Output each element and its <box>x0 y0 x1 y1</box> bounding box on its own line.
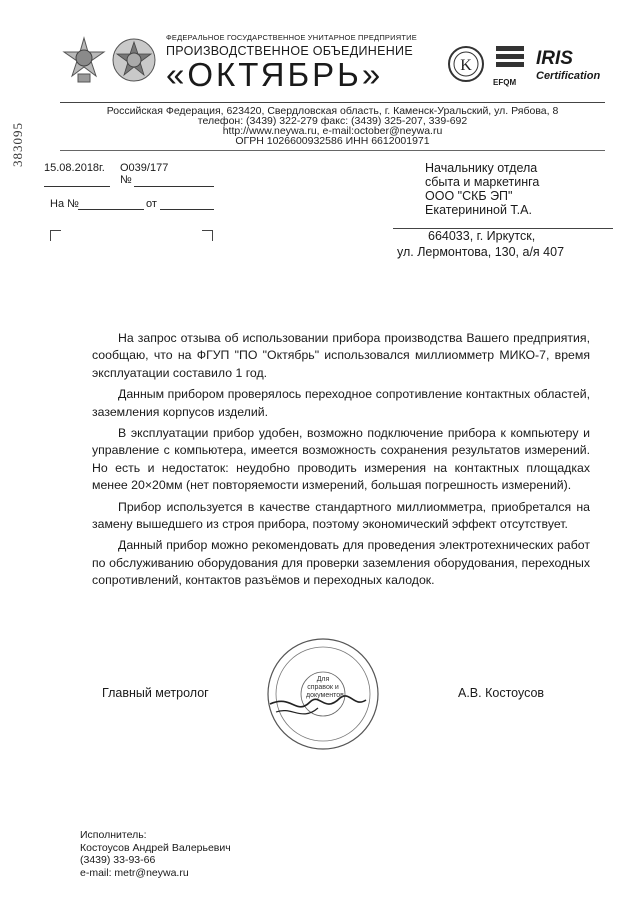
order-medal-icon <box>60 36 108 84</box>
number-underline <box>134 174 214 187</box>
executor-label: Исполнитель: <box>80 829 147 841</box>
iris-sub-label: Certification <box>536 70 601 82</box>
serial-number: 383095 <box>10 122 25 167</box>
letter-number: О039/177 <box>120 162 169 174</box>
iris-label: IRIS <box>536 48 573 69</box>
executor-email: e-mail: metr@neywa.ru <box>80 866 189 879</box>
stamp-center-text: Для справок и документов <box>306 676 344 699</box>
signer-position: Главный метролог <box>102 686 209 700</box>
body-paragraph: В эксплуатации прибор удобен, возможно подключение прибора к компьютеру и управление с компьютера, имеется возможность сохранения результатов измерений. Но есть и недостаток: неудобно проводить измерения на контактных площадках менее 20×20мм (нет повторяемости измерений, большая погрешность измерений). <box>92 426 590 493</box>
org-kind: ПРОИЗВОДСТВЕННОЕ ОБЪЕДИНЕНИЕ <box>166 44 413 58</box>
body-paragraph: На запрос отзыва об использовании прибора производства Вашего предприятия, сообщаю, что на ФГУП "ПО "Октябрь" использовался миллиомметр МИКО-7, время эксплуатации составило 1 год. <box>92 331 590 380</box>
recipient-line: Екатерининой Т.А. <box>425 203 532 217</box>
address-line: http://www.neywa.ru, e-mail:october@neywa.ru <box>222 125 443 137</box>
efqm-label: EFQM <box>493 78 517 87</box>
soviet-order-icon <box>110 36 158 84</box>
org-type: ФЕДЕРАЛЬНОЕ ГОСУДАРСТВЕННОЕ УНИТАРНОЕ ПРЕДПРИЯТИЕ <box>166 33 417 42</box>
quality-mark-icon <box>446 44 486 88</box>
executor-name: Костоусов Андрей Валерьевич <box>80 841 231 854</box>
letter-body <box>92 330 590 594</box>
body-paragraph: Прибор используется в качестве стандартного миллиомметра, приобретался на замену вышедшего из строя прибора, поэтому экономический эффект отсутствует. <box>92 499 590 532</box>
company-address <box>60 106 605 146</box>
date-underline <box>44 174 110 187</box>
letter-date: 15.08.2018г. <box>44 162 105 174</box>
executor-phone: (3439) 33-93-66 <box>80 854 156 866</box>
recipient-block <box>425 161 539 217</box>
from-label: от <box>146 198 157 210</box>
address-line: телефон: (3439) 322-279 факс: (3439) 325-207, 339-692 <box>197 115 468 127</box>
recipient-line: сбыта и маркетинга <box>425 175 540 189</box>
address-line: ОГРН 1026600932586 ИНН 6612001971 <box>235 135 430 147</box>
corner-mark-right <box>202 230 213 241</box>
recipient-line: ООО "СКБ ЭП" <box>425 189 513 203</box>
recipient-address-line: ул. Лермонтова, 130, а/я 407 <box>397 245 565 259</box>
corner-mark-left <box>50 230 61 241</box>
reply-underline <box>78 197 144 210</box>
from-underline <box>160 197 214 210</box>
body-paragraph: Данный прибор можно рекомендовать для проведения электротехнических работ по обслуживанию оборудования для проверки заземления оборудования, переходных сопротивлений, контактов разъёмов и переходных калодок. <box>92 538 590 588</box>
svg-text:K: K <box>460 57 472 74</box>
executor-block <box>80 829 231 879</box>
reply-label: На № <box>50 198 79 210</box>
recipient-address-line: 664033, г. Иркутск, <box>428 229 536 243</box>
signer-name: А.В. Костоусов <box>458 686 545 700</box>
body-paragraph: Данным прибором проверялось переходное сопротивление контактных областей, заземления корпусов изделий. <box>92 387 590 419</box>
header-divider <box>60 102 605 103</box>
header-divider-2 <box>60 150 605 151</box>
org-name: «ОКТЯБРЬ» <box>166 56 384 93</box>
address-line: Российская Федерация, 623420, Свердловская область, г. Каменск-Уральский, ул. Рябова, 8 <box>106 105 559 117</box>
number-label: № <box>120 174 132 186</box>
efqm-logo-icon <box>492 42 528 72</box>
recipient-line: Начальнику отдела <box>425 161 538 175</box>
